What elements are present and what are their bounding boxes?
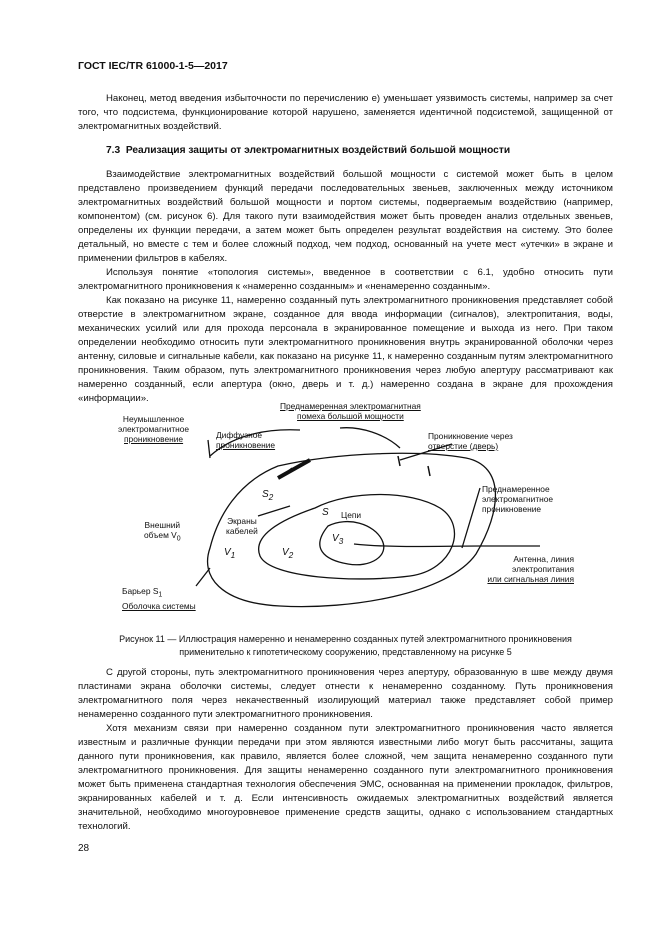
section-title xyxy=(106,145,510,156)
label-antenna: Антенна, линия электропитания или сигнальная линия xyxy=(487,554,574,584)
leader-unintended xyxy=(208,440,210,458)
label-barrier: Барьер $S_1$ Оболочка системы xyxy=(122,586,196,611)
label-unintended: Неумышленное электромагнитное проникновение xyxy=(118,414,190,444)
leader-screens xyxy=(258,506,290,516)
label-v2: $V_2$ xyxy=(282,547,294,560)
document-header: ГОСТ IEC/TR 61000-1-5—2017 xyxy=(78,60,228,72)
label-targets: Цепи xyxy=(341,510,362,520)
page-number: 28 xyxy=(78,843,90,854)
label-diffusion: Диффузное проникновение xyxy=(216,430,276,450)
section-body xyxy=(78,168,613,406)
figure-11 xyxy=(110,398,590,620)
cable-line xyxy=(354,544,540,547)
label-v3: $V_3$ xyxy=(332,533,344,546)
section-number: 7.3 xyxy=(106,145,121,156)
label-penetration: Проникновение через отверстие (дверь) xyxy=(428,431,513,451)
inner-volume xyxy=(320,522,384,565)
label-hpem: Преднамеренная электромагнитная помеха большой мощности xyxy=(280,401,421,421)
door-tick xyxy=(428,466,430,476)
label-s3: S xyxy=(322,507,329,518)
label-s2: $S_2$ xyxy=(262,489,274,502)
door-tick xyxy=(398,456,400,466)
label-v1: $V_1$ xyxy=(224,547,236,560)
leader-barrier xyxy=(196,568,210,586)
paragraph: Используя понятие «топология системы», введенное в соответствии с 6.1, удобно относить пути электромагнитного проникновения к «намеренно созданным» и «ненамеренно созданным». xyxy=(78,267,613,292)
label-intended: Преднамеренное электромагнитное проникновение xyxy=(482,484,554,514)
paragraph: Взаимодействие электромагнитных воздействий большой мощности с системой может быть в целом представлено произведением функций передачи последовательных звеньев, заключенных между источником электромагнитных воздействий большой мощности и портом системы, подвергаемым воздействию (например, компонентом) (см. рисунок 6). Для такого пути взаимодействия может быть проведен анализ отдельных звеньев, определены их функции передачи, а затем может быть определен результат воздействия на систему. Это более детальный, но вместе с тем и более сложный подход, чем подход, основанный на учете мест «утечки» в экране и применении фильтров в кабелях. xyxy=(78,169,613,264)
paragraph: Хотя механизм связи при намеренно созданном пути электромагнитного проникновения часто является известным и различные функции передачи при этом являются известными либо могут быть рассчитаны, защита данного пути проникновения, как правило, является более сложной, чем защита ненамеренно созданного пути электромагнитного проникновения. Для защиты ненамеренно созданного пути электромагнитного проникновения может быть применена стандартная технология обеспечения ЭМС, основанная на применении прокладок, фильтров, экранированных кабелей и т. д. Если интенсивность ожидаемых электромагнитных воздействий является значительной, необходимо многоуровневое применение средств защиты, однако с использованием стандартных технологий. xyxy=(78,723,613,832)
intro-text xyxy=(78,92,613,134)
label-cable-screens: Экраны кабелей xyxy=(226,516,258,536)
label-outer-volume: Внешний объем $V_0$ xyxy=(144,520,181,543)
paragraph: Наконец, метод введения избыточности по перечислению е) уменьшает уязвимость системы, например за счет того, что подсистема, функционирование которой нарушено, заменяется идентичной подсистемой, защищенной от электромагнитных воздействий. xyxy=(78,93,613,132)
section-title-text: Реализация защиты от электромагнитных воздействий большой мощности xyxy=(125,145,511,156)
after-figure-body xyxy=(78,666,613,834)
figure-caption: Рисунок 11 — Иллюстрация намеренно и ненамеренно созданных путей электромагнитного проникновения применительно к гипотетическому сооружению, представленному на рисунке 5 xyxy=(119,634,572,657)
paragraph: Как показано на рисунке 11, намеренно созданный путь электромагнитного проникновения представляет собой отверстие в электромагнитном экране, созданное для ввода информации (сигналов), электропитания, воды, механических усилий или для прохода персонала в экранированное помещение и выхода из него. При таком определении необходимо относить пути электромагнитного проникновения внутрь экранированной оболочки через антенну, силовые и сигнальные кабели, как показано на рисунке 11, к намеренно созданным путям электромагнитного проникновения. Таким образом, путь электромагнитного проникновения через любую апертуру рассматривают как намеренно созданный, если апертура (окно, дверь и т. д.) намеренно создана в экране для прохождения «информации». xyxy=(78,295,613,404)
leader-intended xyxy=(462,488,480,548)
paragraph: С другой стороны, путь электромагнитного проникновения через апертуру, образованную в шве между двумя пластинами экрана оболочки системы, следует отнести к ненамеренно созданному. Путь проникновения электромагнитного поля через некачественный изолирующий материал также представляет собой пример ненамеренно созданного пути электромагнитного проникновения. xyxy=(78,667,613,720)
